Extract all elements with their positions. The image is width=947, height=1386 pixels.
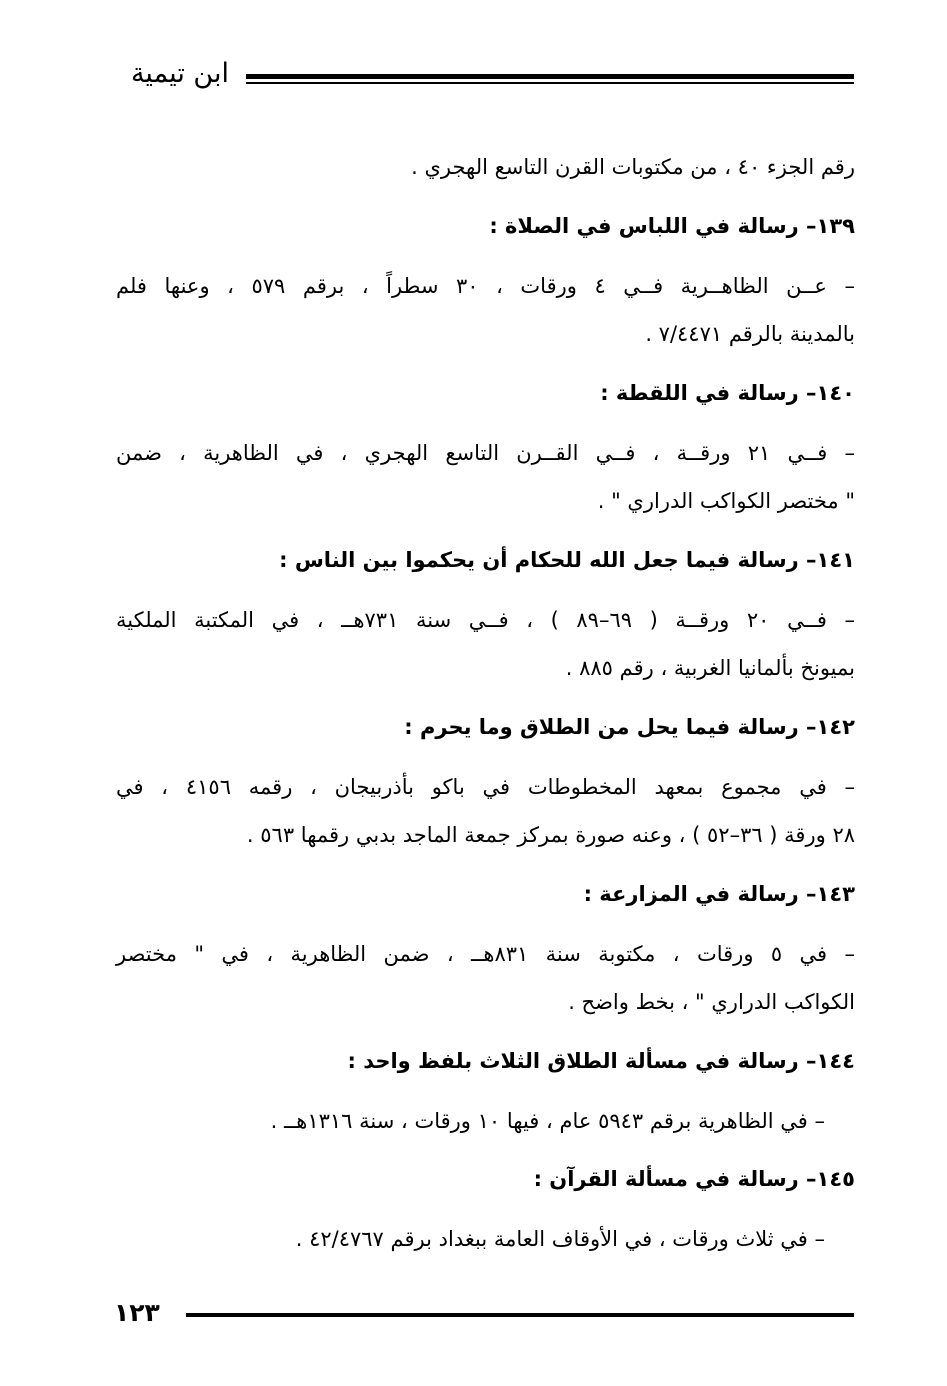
entry-line: – عــن الظاهــرية فــي ٤ ورقات ، ٣٠ سطراً ، برقم ٥٧٩ ، وعنها فلم — [116, 274, 855, 298]
entry-line: " مختصر الكواكب الدراري " . — [597, 489, 855, 513]
running-header-title: ابن تيمية — [130, 58, 229, 89]
entry-heading: ١٤٠– رسالة في اللقطة : — [600, 381, 855, 405]
entry-line: ٢٨ ورقة ( ٣٦–٥٢ ) ، وعنه صورة بمركز جمعة الماجد بدبي رقمها ٥٦٣ . — [246, 823, 855, 847]
entry-heading: ١٤٤– رسالة في مسألة الطلاق الثلاث بلفظ واحد : — [347, 1049, 855, 1073]
intro-line: رقم الجزء ٤٠ ، من مكتوبات القرن التاسع الهجري . — [411, 155, 855, 179]
footer-rule — [186, 1313, 854, 1317]
entry-heading: ١٤٥– رسالة في مسألة القرآن : — [533, 1167, 855, 1191]
entry-line: – في مجموع بمعهد المخطوطات في باكو بأذربيجان ، رقمه ٤١٥٦ ، في — [116, 775, 856, 799]
entry-line: بميونخ بألمانيا الغربية ، رقم ٨٨٥ . — [565, 656, 855, 680]
entry-line: بالمدينة بالرقم ٧/٤٤٧١ . — [645, 322, 855, 346]
header-double-rule — [246, 74, 854, 86]
entry-line: – في الظاهرية برقم ٥٩٤٣ عام ، فيها ١٠ ورقات ، سنة ١٣١٦هــ . — [270, 1109, 825, 1133]
entry-heading: ١٣٩– رسالة في اللباس في الصلاة : — [489, 214, 855, 238]
header-rule-thin — [246, 82, 854, 84]
entry-line: – في ٥ ورقات ، مكتوبة سنة ٨٣١هــ ، ضمن الظاهرية ، في " مختصر — [116, 942, 855, 966]
page-number: ١٢٣ — [114, 1298, 160, 1327]
entry-line: – في ثلاث ورقات ، في الأوقاف العامة ببغداد برقم ٤٢/٤٧٦٧ . — [295, 1227, 825, 1251]
header-rule-thick — [246, 74, 854, 79]
entry-line: – فــي ٢٠ ورقــة ( ٦٩–٨٩ ) ، فــي سنة ٧٣١هــ ، في المكتبة الملكية — [116, 608, 856, 632]
entry-line: – فــي ٢١ ورقــة ، فــي القــرن التاسع الهجري ، في الظاهرية ، ضمن — [116, 441, 855, 465]
entry-heading: ١٤٣– رسالة في المزارعة : — [583, 882, 855, 906]
entry-line: الكواكب الدراري " ، بخط واضح . — [568, 990, 855, 1014]
entry-heading: ١٤١– رسالة فيما جعل الله للحكام أن يحكموا بين الناس : — [279, 548, 855, 572]
entry-heading: ١٤٢– رسالة فيما يحل من الطلاق وما يحرم : — [404, 715, 855, 739]
